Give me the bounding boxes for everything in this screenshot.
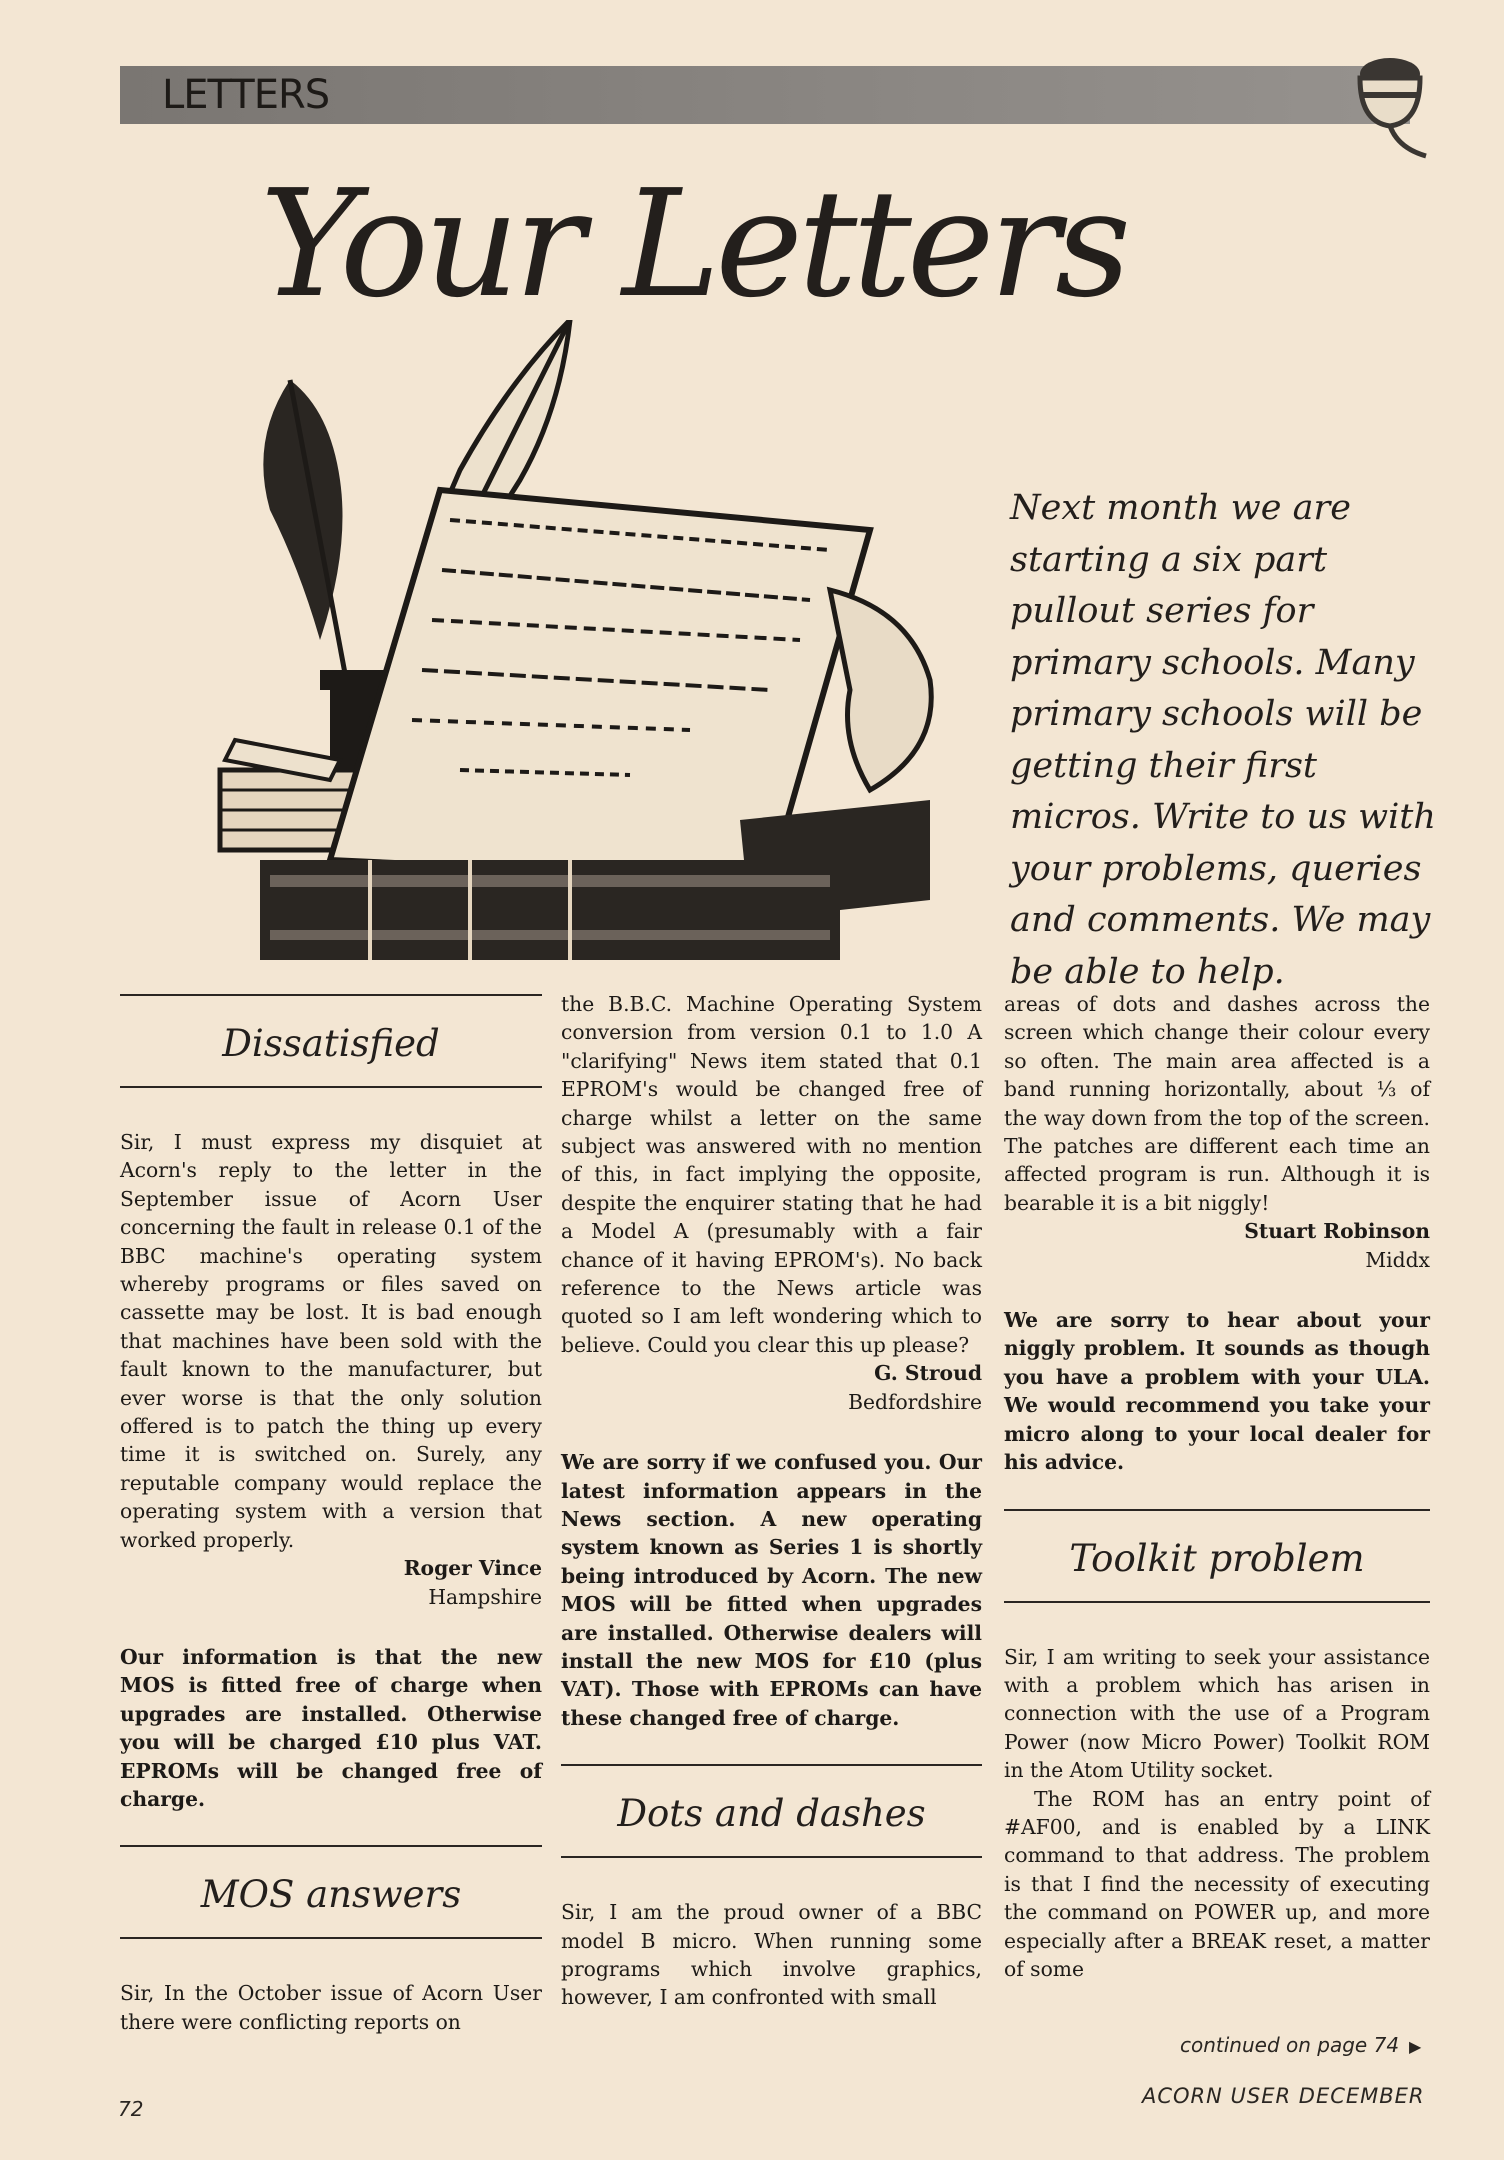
column-1 <box>120 994 542 2036</box>
continued-link[interactable] <box>1180 2033 1421 2057</box>
mos-heading-block <box>120 1845 542 1939</box>
mos-reply: We are sorry if we confused you. Our latest information appears in the News section. A new operating system known as Series 1 is shortly being introduced by Acorn. The new MOS will be fitted when upgrades are installed. Otherwise dealers will install the new MOS for £10 (plus VAT). Those with EPROMs can have these changed free of charge. <box>561 1450 982 1730</box>
dots-author: Stuart Robinson <box>1244 1219 1430 1244</box>
toolkit-letter-body: Sir, I am writing to seek your assistance with a problem which has arisen in connection with the use of a Program Power (now Micro Power) Toolkit ROM in the Atom Utility socket. <box>1004 1644 1430 1783</box>
toolkit-heading: Toolkit problem <box>1069 1536 1365 1580</box>
dots-letter-body-cont: areas of dots and dashes across the screen which change their colour every so often. The main area affected is a band running horizontally, about ⅓ of the way down from the top of the screen. The patches are different each time an affected program is run. Although it is bearable it is a bit niggly! <box>1004 992 1430 1215</box>
continued-text: continued on page 74 <box>1180 2033 1400 2057</box>
section-label: LETTERS <box>162 72 330 118</box>
mos-location: Bedfordshire <box>848 1389 982 1414</box>
dissatisfied-heading: Dissatisfied <box>222 1022 440 1065</box>
column-3 <box>1004 990 1430 1983</box>
dots-location: Middx <box>1365 1247 1430 1272</box>
toolkit-heading-block <box>1004 1509 1430 1603</box>
page-title: Your Letters <box>260 158 1127 330</box>
dissatisfied-letter-body: Sir, I must express my disquiet at Acorn's reply to the letter in the September issue of Acorn User concerning the fault in release 0.1 of the BBC machine's operating system whereby programs or files saved on cassette may be lost. It is bad enough that machines have been sold with the fault known to the manufacturer, but ever worse is that the only solution offered is to patch the thing up every time it is switched on. Surely, any reputable company would replace the operating system with a version that worked properly. <box>120 1130 542 1552</box>
arrow-right-icon: ▶ <box>1409 2037 1422 2056</box>
mos-letter-body-start: Sir, In the October issue of Acorn User there were conflicting reports on <box>120 1981 542 2034</box>
column-2 <box>561 990 982 2012</box>
acorn-icon <box>1350 52 1432 164</box>
mos-letter-body-cont: the B.B.C. Machine Operating System conversion from version 0.1 to 1.0 A "clarifying" News item stated that 0.1 EPROM's would be changed free of charge whilst a letter on the same subject was answered with no mention of this, in fact implying the opposite, despite the enquirer stating that he had a Model A (presumably with a fair chance of it having EPROM's). No back reference to the News article was quoted so I am left wondering which to believe. Could you clear this up please? <box>561 992 982 1357</box>
dots-heading: Dots and dashes <box>617 1792 926 1836</box>
page-number: 72 <box>118 2097 144 2121</box>
quill-inkwell-illustration <box>210 320 950 970</box>
dots-heading-block <box>561 1764 982 1858</box>
dissatisfied-reply: Our information is that the new MOS is fitted free of charge when upgrades are installed. Otherwise you will be charged £10 plus VAT. EPROMs will be changed free of charge. <box>120 1644 542 1811</box>
dots-reply: We are sorry to hear about your niggly problem. It sounds as though you have a problem with your ULA. We would recommend you take your micro along to your local dealer for his advice. <box>1004 1308 1430 1475</box>
dissatisfied-author: Roger Vince <box>403 1556 542 1581</box>
dissatisfied-location: Hampshire <box>428 1584 542 1609</box>
mos-heading: MOS answers <box>200 1873 462 1917</box>
mos-author: G. Stroud <box>874 1361 982 1386</box>
dissatisfied-heading-block <box>120 994 542 1088</box>
dots-letter-body-start: Sir, I am the proud owner of a BBC model B micro. When running some programs which involve graphics, however, I am confronted with small <box>561 1900 982 2010</box>
intro-paragraph: Next month we are starting a six part pullout series for primary schools. Many primary schools will be getting their first micros. Write to us with your problems, queries and comments. We may be able to help. <box>1010 488 1436 992</box>
toolkit-letter-body-2: The ROM has an entry point of #AF00, and is enabled by a LINK command to that address. The problem is that I find the necessity of executing the command on POWER up, and more especially after a BREAK reset, a matter of some <box>1004 1786 1430 1981</box>
footer-magazine-title: ACORN USER DECEMBER <box>1142 2084 1425 2108</box>
section-header-bar <box>120 66 1410 124</box>
